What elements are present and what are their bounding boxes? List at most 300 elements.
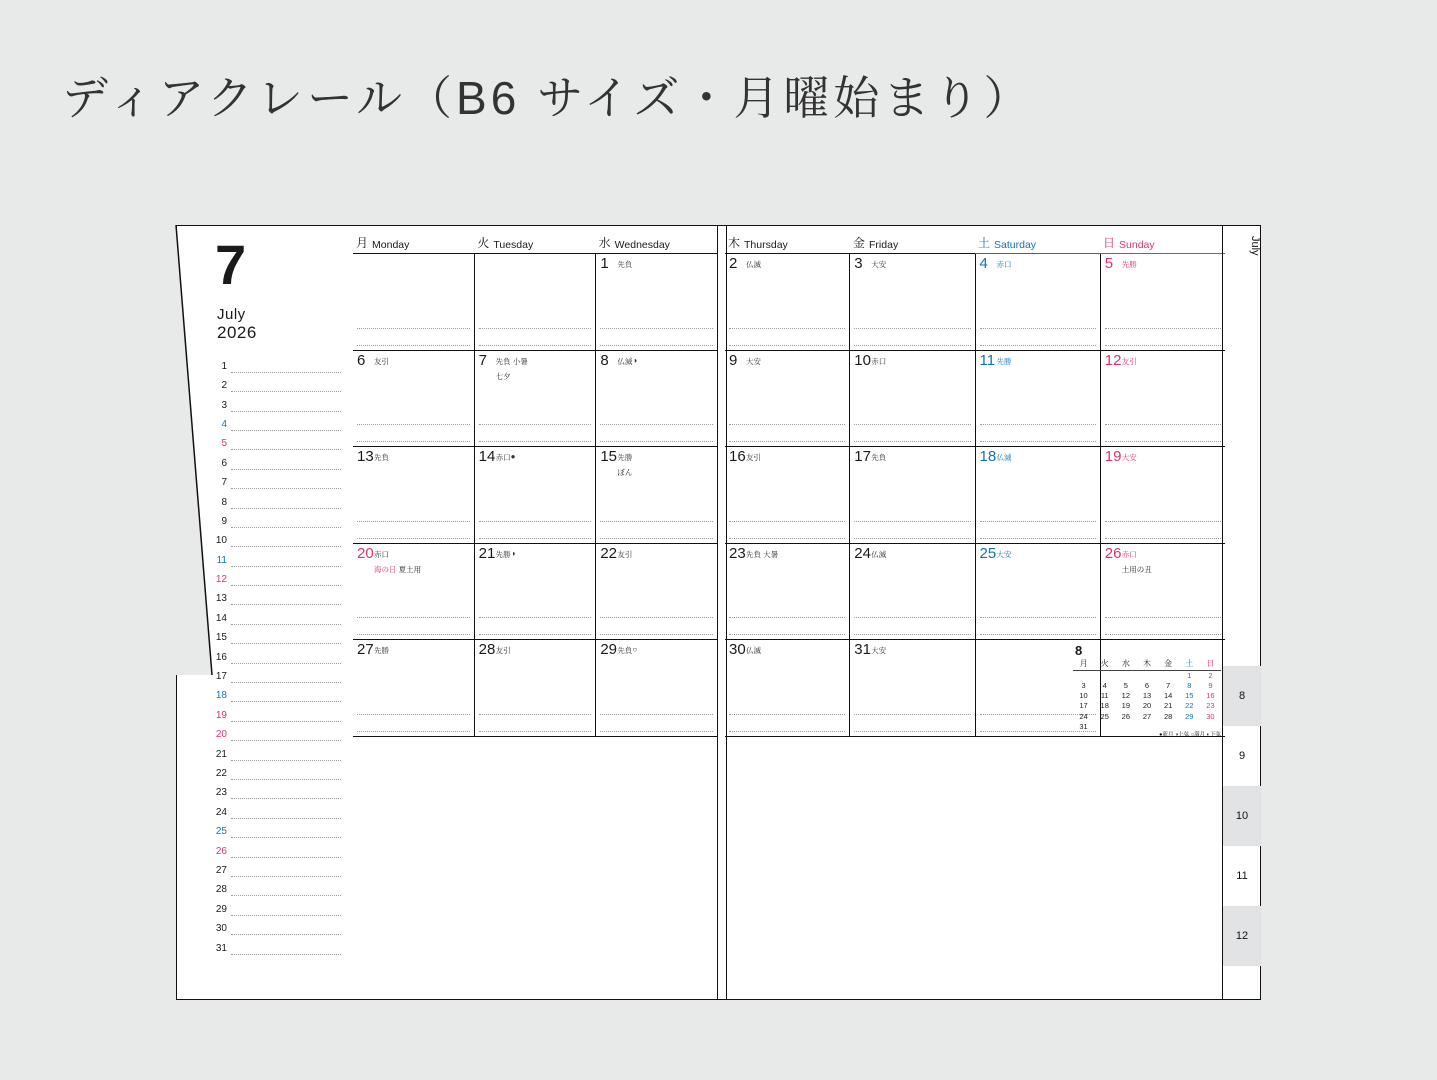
- day-number: 20: [357, 544, 374, 562]
- mini-calendar-weekday: 土: [1179, 659, 1200, 670]
- day-cell[interactable]: [596, 447, 717, 544]
- month-day-row: [211, 664, 341, 683]
- rokuyo-label: 先負 大暑: [746, 549, 779, 559]
- rokuyo-label: 大安: [996, 549, 1012, 559]
- mini-calendar: [1073, 643, 1221, 732]
- day-cell[interactable]: [850, 640, 975, 737]
- note-lines[interactable]: [854, 505, 970, 539]
- note-lines[interactable]: [600, 408, 713, 442]
- mini-calendar-day: 21: [1163, 701, 1173, 711]
- note-lines[interactable]: [600, 698, 713, 732]
- planner-spread: [176, 225, 1261, 1000]
- note-line[interactable]: [600, 408, 713, 425]
- note-lines[interactable]: [854, 601, 970, 635]
- month-day-row: [211, 547, 341, 566]
- note-line[interactable]: [479, 618, 592, 635]
- note-line[interactable]: [1105, 618, 1221, 635]
- month-day-number: 6: [221, 457, 227, 469]
- note-line[interactable]: [854, 312, 970, 329]
- note-lines[interactable]: [1105, 505, 1221, 539]
- month-day-number: 20: [215, 729, 227, 741]
- day-number: 7: [478, 351, 488, 369]
- note-lines[interactable]: [357, 408, 470, 442]
- note-line[interactable]: [1105, 312, 1221, 329]
- day-cell[interactable]: [725, 640, 850, 737]
- mini-calendar-day: 23: [1206, 701, 1215, 711]
- month-day-row: [211, 877, 341, 896]
- day-cell[interactable]: [1101, 254, 1225, 351]
- weekday-header-wednesday: [596, 226, 717, 254]
- note-lines[interactable]: [980, 408, 1096, 442]
- month-day-number: 17: [215, 671, 227, 683]
- mini-calendar-day: [1136, 670, 1157, 681]
- mini-calendar-day: 10: [1079, 691, 1088, 701]
- seasonal-note: 夏土用: [396, 564, 422, 574]
- month-day-number: 8: [221, 496, 227, 508]
- mini-calendar-day: 27: [1142, 711, 1152, 721]
- note-line[interactable]: [980, 408, 1096, 425]
- weekday-header-ja: 日: [1103, 236, 1116, 250]
- note-line[interactable]: [980, 425, 1096, 442]
- rokuyo-label: 先勝: [1121, 260, 1137, 269]
- day-number: 29: [600, 641, 618, 658]
- month-day-number: 3: [221, 399, 227, 411]
- day-number: 9: [729, 351, 738, 369]
- day-cell[interactable]: [976, 254, 1101, 351]
- index-tab-10[interactable]: 10: [1223, 786, 1261, 846]
- month-day-row: [211, 450, 341, 469]
- weekday-header-sunday: [1100, 226, 1225, 254]
- note-line[interactable]: [854, 698, 970, 715]
- note-line[interactable]: [600, 505, 713, 522]
- week-row: [725, 447, 1225, 544]
- note-line[interactable]: [854, 522, 970, 539]
- month-name-english: July: [217, 306, 246, 324]
- note-line[interactable]: [600, 522, 713, 539]
- day-cell[interactable]: [850, 447, 975, 544]
- month-day-row: [211, 799, 341, 818]
- day-cell[interactable]: [725, 544, 850, 641]
- left-page: [353, 226, 717, 999]
- day-note: 七夕: [495, 371, 511, 381]
- note-line[interactable]: [479, 505, 592, 522]
- day-cell[interactable]: [850, 351, 975, 448]
- note-line[interactable]: [357, 312, 470, 329]
- note-line[interactable]: [854, 408, 970, 425]
- index-tab-11[interactable]: 11: [1236, 870, 1248, 882]
- note-lines[interactable]: [600, 505, 713, 539]
- note-line[interactable]: [980, 618, 1096, 635]
- note-line[interactable]: [1105, 522, 1221, 539]
- note-line[interactable]: [357, 408, 470, 425]
- rokuyo-label: 赤口: [871, 356, 887, 366]
- note-line[interactable]: [357, 698, 470, 715]
- day-cell[interactable]: [850, 254, 975, 351]
- note-line[interactable]: [479, 522, 592, 539]
- month-day-number: 2: [221, 380, 227, 392]
- month-day-rule: [231, 352, 341, 372]
- rokuyo-label: 赤口: [1121, 549, 1137, 559]
- left-week-grid: [353, 254, 717, 737]
- note-line[interactable]: [479, 425, 592, 442]
- note-line[interactable]: [357, 329, 470, 346]
- month-day-number: 18: [215, 690, 227, 702]
- month-day-row: [211, 702, 341, 721]
- note-lines[interactable]: [357, 698, 470, 732]
- note-line[interactable]: [600, 329, 713, 346]
- note-lines[interactable]: [357, 601, 470, 635]
- note-lines[interactable]: [479, 698, 592, 732]
- mini-calendar-day: [1136, 721, 1157, 731]
- month-day-row: [211, 935, 341, 954]
- note-lines[interactable]: [479, 312, 592, 346]
- note-line[interactable]: [980, 329, 1096, 346]
- month-day-rule: [231, 449, 341, 469]
- week-row: [725, 544, 1225, 641]
- rokuyo-label: 赤口: [495, 453, 511, 462]
- rokuyo-label: 先負: [617, 646, 633, 655]
- note-line[interactable]: [729, 698, 845, 715]
- note-line[interactable]: [479, 698, 592, 715]
- mini-calendar-weekday: 火: [1094, 659, 1115, 670]
- month-day-rule: [231, 391, 341, 411]
- note-lines[interactable]: [479, 505, 592, 539]
- month-day-rule: [231, 760, 341, 780]
- month-day-row: [211, 761, 341, 780]
- month-day-rule: [231, 469, 341, 489]
- note-lines[interactable]: [980, 601, 1096, 635]
- weekday-header-en: Thursday: [744, 239, 788, 251]
- mini-calendar-day: 3: [1081, 681, 1086, 691]
- rokuyo-label: 友引: [1121, 356, 1137, 366]
- weekday-header-saturday: [975, 226, 1100, 254]
- month-day-list: [211, 353, 341, 954]
- day-number: 2: [729, 255, 738, 272]
- month-day-number: 27: [215, 864, 227, 876]
- weekday-header-ja: 火: [477, 236, 490, 250]
- month-day-row: [211, 412, 341, 431]
- note-line[interactable]: [729, 618, 845, 635]
- day-number: 15: [600, 448, 618, 465]
- month-day-number: 29: [215, 903, 227, 915]
- mini-calendar-day: 20: [1142, 701, 1152, 711]
- day-cell[interactable]: [1101, 351, 1225, 448]
- mini-calendar-day: [1094, 721, 1115, 731]
- note-line[interactable]: [357, 715, 470, 732]
- note-line[interactable]: [980, 522, 1096, 539]
- mini-calendar-day: 15: [1185, 691, 1194, 701]
- month-day-row: [211, 858, 341, 877]
- day-number: 11: [979, 351, 996, 369]
- day-cell[interactable]: [976, 351, 1101, 448]
- note-lines[interactable]: [729, 601, 845, 635]
- day-number: 8: [600, 351, 609, 369]
- note-line[interactable]: [980, 312, 1096, 329]
- note-line[interactable]: [479, 408, 592, 425]
- note-line[interactable]: [1105, 425, 1221, 442]
- note-lines[interactable]: [980, 312, 1096, 346]
- day-cell[interactable]: [1101, 447, 1225, 544]
- day-cell[interactable]: [596, 351, 717, 448]
- day-cell[interactable]: [353, 447, 475, 544]
- note-lines[interactable]: [1105, 312, 1221, 346]
- day-cell[interactable]: [475, 640, 597, 737]
- note-line[interactable]: [600, 715, 713, 732]
- note-line[interactable]: [980, 601, 1096, 618]
- note-line[interactable]: [479, 312, 592, 329]
- day-number: 31: [854, 641, 871, 658]
- note-line[interactable]: [357, 425, 470, 442]
- day-number: 23: [729, 544, 746, 562]
- index-tab-current-label: July: [1249, 236, 1261, 256]
- month-day-number: 15: [215, 632, 227, 644]
- month-day-rule: [231, 566, 341, 586]
- week-row: [725, 640, 1225, 737]
- index-tab-8[interactable]: 8: [1223, 666, 1261, 726]
- week-row: [353, 351, 717, 448]
- note-line[interactable]: [357, 601, 470, 618]
- day-cell[interactable]: [475, 351, 597, 448]
- day-cell[interactable]: [475, 254, 597, 351]
- month-day-row: [211, 683, 341, 702]
- month-day-number: 28: [215, 884, 227, 896]
- month-day-rule: [231, 779, 341, 799]
- weekday-header-monday: [353, 226, 474, 254]
- index-tab-9[interactable]: 9: [1238, 750, 1246, 762]
- rokuyo-label: 仏滅: [746, 646, 761, 655]
- rokuyo-label: 仏滅: [871, 549, 887, 559]
- note-line[interactable]: [600, 618, 713, 635]
- month-day-rule: [231, 701, 341, 721]
- moon-phase-icon: ◑: [632, 355, 638, 365]
- mini-calendar-day: 14: [1163, 691, 1173, 701]
- week-row: [725, 351, 1225, 448]
- month-day-row: [211, 470, 341, 489]
- day-number: 28: [478, 641, 496, 658]
- day-cell[interactable]: [353, 544, 475, 641]
- note-line[interactable]: [729, 408, 845, 425]
- note-line[interactable]: [357, 505, 470, 522]
- day-number: 16: [729, 448, 746, 465]
- rokuyo-label: 仏滅: [617, 356, 633, 366]
- weekday-header-ja: 水: [598, 236, 611, 250]
- month-day-row: [211, 896, 341, 915]
- mini-calendar-day: 31: [1079, 721, 1088, 731]
- month-summary-block: [211, 233, 345, 955]
- month-day-rule: [231, 663, 341, 683]
- mini-calendar-day: 8: [1187, 681, 1192, 691]
- note-lines[interactable]: [479, 601, 592, 635]
- month-day-rule: [231, 508, 341, 528]
- month-day-rule: [231, 430, 341, 450]
- month-day-row: [211, 373, 341, 392]
- mini-calendar-day: 26: [1121, 711, 1131, 721]
- month-day-number: 31: [215, 942, 227, 954]
- note-line[interactable]: [729, 522, 845, 539]
- note-line[interactable]: [600, 312, 713, 329]
- note-lines[interactable]: [729, 505, 845, 539]
- mini-calendar-day: [1115, 670, 1136, 681]
- day-number: 26: [1104, 544, 1122, 562]
- note-lines[interactable]: [479, 408, 592, 442]
- mini-calendar-day: 28: [1163, 711, 1173, 721]
- note-lines[interactable]: [1105, 408, 1221, 442]
- day-cell[interactable]: [725, 351, 850, 448]
- rokuyo-label: 先負 小暑: [495, 356, 528, 366]
- month-day-number: 19: [215, 709, 227, 721]
- rokuyo-label: 赤口: [374, 549, 389, 559]
- day-cell[interactable]: [475, 544, 597, 641]
- day-cell[interactable]: [1101, 544, 1225, 641]
- mini-calendar-weekday: 月: [1073, 659, 1094, 670]
- day-number: 4: [979, 255, 988, 272]
- mini-calendar-month: 8: [1075, 642, 1083, 658]
- right-weekday-headers: [725, 226, 1225, 254]
- day-cell[interactable]: [353, 254, 475, 351]
- note-lines[interactable]: [854, 698, 970, 732]
- day-cell[interactable]: [475, 447, 597, 544]
- next-month-mini-calendar-cell[interactable]: [1075, 640, 1225, 738]
- day-cell[interactable]: [353, 351, 475, 448]
- note-lines[interactable]: [357, 312, 470, 346]
- weekday-header-tuesday: [474, 226, 595, 254]
- day-cell[interactable]: [976, 544, 1101, 641]
- day-cell[interactable]: [850, 544, 975, 641]
- day-cell[interactable]: [976, 447, 1101, 544]
- note-line[interactable]: [729, 425, 845, 442]
- note-line[interactable]: [600, 698, 713, 715]
- day-cell[interactable]: [596, 544, 717, 641]
- day-cell[interactable]: [725, 254, 850, 351]
- weekday-header-en: Friday: [869, 239, 899, 251]
- day-cell[interactable]: [725, 447, 850, 544]
- index-tab-12[interactable]: 12: [1223, 906, 1261, 966]
- note-lines[interactable]: [600, 601, 713, 635]
- note-line[interactable]: [729, 312, 845, 329]
- note-line[interactable]: [479, 329, 592, 346]
- month-day-row: [211, 625, 341, 644]
- note-line[interactable]: [479, 601, 592, 618]
- week-row: [353, 640, 717, 737]
- rokuyo-label: 大安: [871, 646, 887, 655]
- weekday-header-en: Wednesday: [614, 239, 670, 251]
- moon-phase-icon: ○: [632, 645, 638, 654]
- weekday-header-ja: 木: [728, 236, 741, 250]
- weekday-header-ja: 金: [853, 236, 866, 250]
- month-day-row: [211, 431, 341, 450]
- month-day-row: [211, 819, 341, 838]
- month-day-rule: [231, 411, 341, 431]
- day-cell[interactable]: [353, 640, 475, 737]
- note-lines[interactable]: [854, 312, 970, 346]
- day-number: 25: [979, 544, 997, 562]
- day-number: 19: [1104, 448, 1122, 465]
- mini-calendar-day: 2: [1208, 670, 1213, 680]
- note-line[interactable]: [479, 715, 592, 732]
- note-line[interactable]: [854, 329, 970, 346]
- month-day-rule: [231, 682, 341, 702]
- note-line[interactable]: [729, 601, 845, 618]
- note-line[interactable]: [1105, 601, 1221, 618]
- month-day-number: 9: [221, 515, 227, 527]
- note-line[interactable]: [1105, 329, 1221, 346]
- day-note: ぼん: [617, 468, 633, 477]
- rokuyo-label: 友引: [495, 646, 511, 655]
- rokuyo-label: 大安: [1121, 453, 1137, 462]
- note-line[interactable]: [600, 601, 713, 618]
- month-year: 2026: [217, 323, 257, 343]
- note-line[interactable]: [600, 425, 713, 442]
- month-day-row: [211, 489, 341, 508]
- note-lines[interactable]: [729, 408, 845, 442]
- mini-calendar-day: 4: [1102, 681, 1107, 691]
- day-cell[interactable]: [596, 640, 717, 737]
- day-number: 13: [357, 448, 374, 465]
- right-week-grid: [725, 254, 1225, 737]
- mini-calendar-weekday: 金: [1158, 659, 1179, 670]
- note-lines[interactable]: [854, 408, 970, 442]
- note-lines[interactable]: [357, 505, 470, 539]
- mini-calendar-day: 19: [1121, 701, 1131, 711]
- note-lines[interactable]: [729, 698, 845, 732]
- note-line[interactable]: [854, 505, 970, 522]
- rokuyo-label: 先勝: [617, 453, 633, 462]
- day-cell[interactable]: [596, 254, 717, 351]
- note-line[interactable]: [854, 715, 970, 732]
- note-lines[interactable]: [980, 505, 1096, 539]
- month-day-rule: [231, 740, 341, 760]
- note-line[interactable]: [357, 522, 470, 539]
- day-number: 21: [478, 544, 496, 562]
- note-lines[interactable]: [1105, 601, 1221, 635]
- note-line[interactable]: [854, 601, 970, 618]
- month-day-rule: [231, 624, 341, 644]
- week-row: [725, 254, 1225, 351]
- mini-calendar-day: 18: [1100, 701, 1109, 711]
- month-day-row: [211, 916, 341, 935]
- day-number: 22: [600, 544, 618, 562]
- weekday-header-thursday: [725, 226, 850, 254]
- note-line[interactable]: [729, 505, 845, 522]
- note-lines[interactable]: [729, 312, 845, 346]
- note-line[interactable]: [854, 618, 970, 635]
- month-day-rule: [231, 915, 341, 935]
- note-line[interactable]: [729, 715, 845, 732]
- note-line[interactable]: [1105, 408, 1221, 425]
- month-index-tabs[interactable]: [1222, 226, 1260, 999]
- day-number: 12: [1104, 351, 1122, 369]
- day-note: 土用の丑: [1121, 564, 1152, 574]
- rokuyo-label: 仏滅: [746, 260, 761, 269]
- note-lines[interactable]: [600, 312, 713, 346]
- note-line[interactable]: [357, 618, 470, 635]
- mini-calendar-day: 9: [1208, 681, 1213, 691]
- month-day-rule: [231, 895, 341, 915]
- note-line[interactable]: [1105, 505, 1221, 522]
- note-line[interactable]: [854, 425, 970, 442]
- note-line[interactable]: [980, 505, 1096, 522]
- month-day-number: 13: [215, 593, 227, 605]
- rokuyo-label: 先勝: [996, 356, 1012, 366]
- month-day-rule: [231, 721, 341, 741]
- mini-calendar-day: 16: [1206, 691, 1215, 701]
- rokuyo-label: 先負: [617, 260, 633, 269]
- weekday-header-ja: 土: [978, 236, 991, 250]
- rokuyo-label: 仏滅: [996, 453, 1012, 462]
- note-line[interactable]: [729, 329, 845, 346]
- mini-calendar-day: [1073, 670, 1094, 681]
- moon-phase-icon: ●: [510, 452, 516, 461]
